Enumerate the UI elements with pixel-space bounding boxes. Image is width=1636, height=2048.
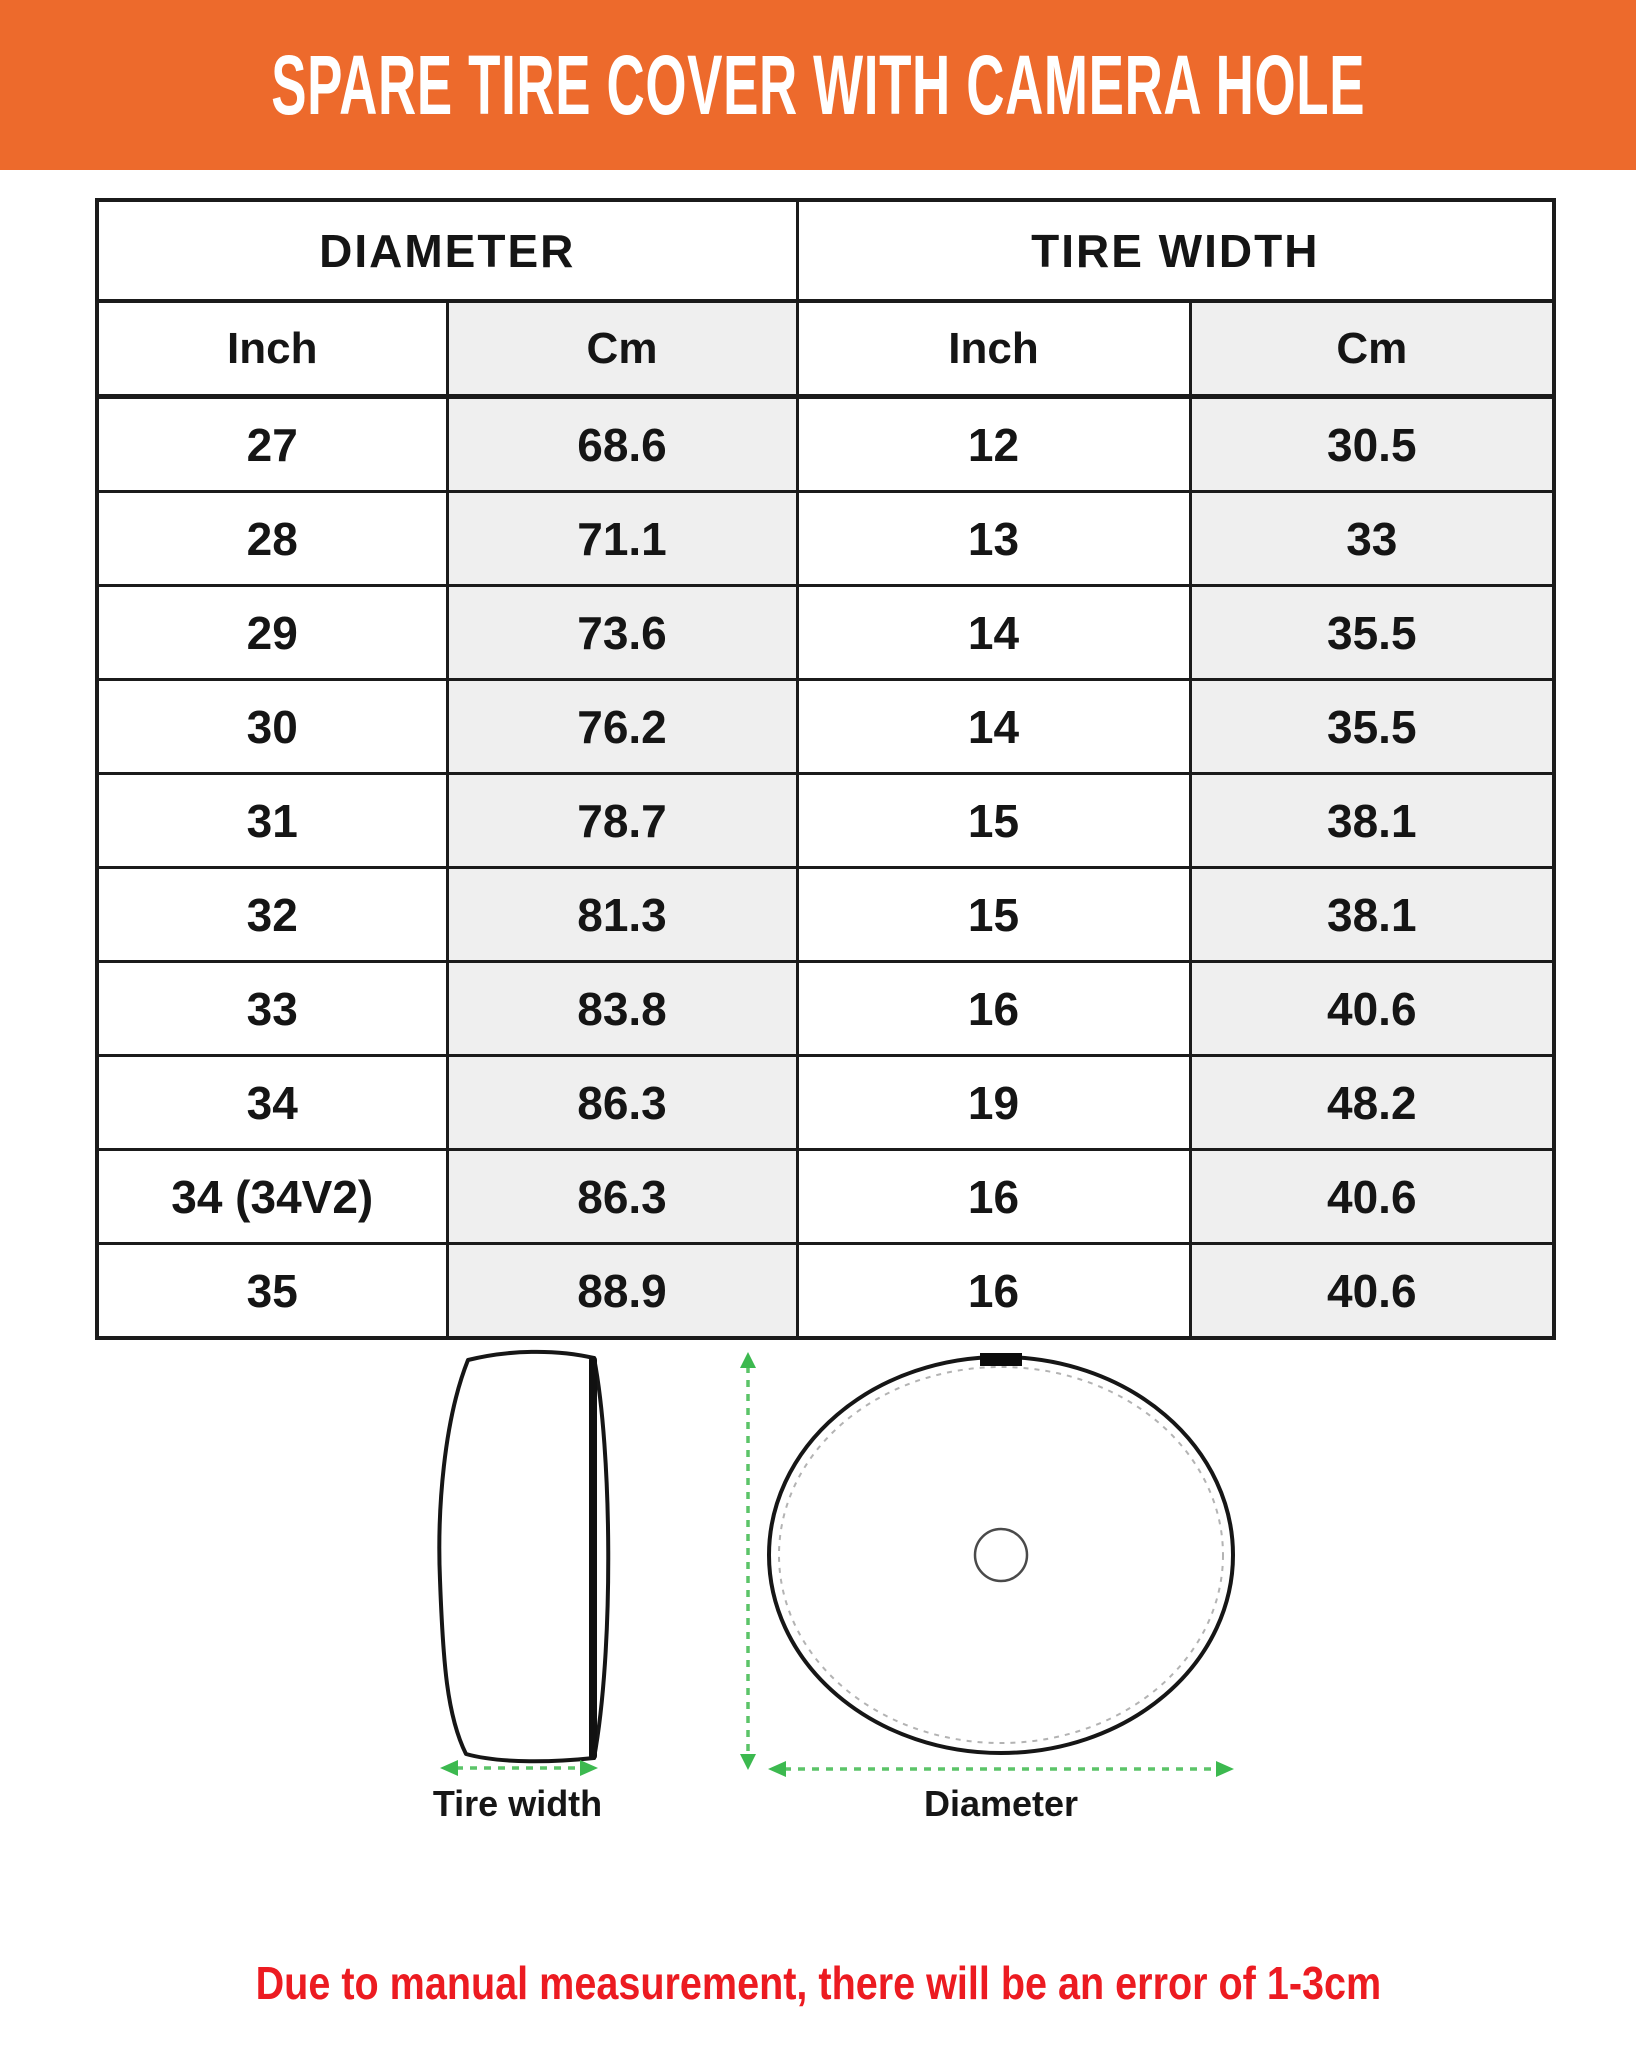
table-cell: 35.5	[1190, 680, 1554, 774]
measurement-note-text: Due to manual measurement, there will be an error of 1-3cm	[255, 1957, 1381, 2009]
table-cell: 29	[97, 586, 447, 680]
table-row	[97, 774, 1554, 868]
table-cell: 31	[97, 774, 447, 868]
table-cell: 71.1	[447, 492, 797, 586]
measurement-note	[0, 1956, 1636, 2010]
table-cell: 14	[797, 680, 1190, 774]
table-cell: 13	[797, 492, 1190, 586]
table-unit-header-row	[97, 301, 1554, 397]
table-cell: 14	[797, 586, 1190, 680]
table-cell: 40.6	[1190, 1150, 1554, 1244]
table-row	[97, 397, 1554, 492]
table-cell: 32	[97, 868, 447, 962]
table-cell: 86.3	[447, 1056, 797, 1150]
header-banner	[0, 0, 1636, 170]
table-cell: 40.6	[1190, 962, 1554, 1056]
table-cell: 40.6	[1190, 1244, 1554, 1339]
table-cell: 68.6	[447, 397, 797, 492]
table-row	[97, 1244, 1554, 1339]
table-row	[97, 492, 1554, 586]
tire-width-label: Tire width	[432, 1783, 603, 1824]
diameter-arrow	[768, 1761, 1234, 1777]
table-cell: 16	[797, 1150, 1190, 1244]
table-row	[97, 586, 1554, 680]
tire-front-view	[769, 1353, 1233, 1753]
table-cell: 27	[97, 397, 447, 492]
diameter-group-header: DIAMETER	[97, 200, 797, 301]
table-cell: 33	[97, 962, 447, 1056]
table-cell: 15	[797, 774, 1190, 868]
diameter-label: Diameter	[923, 1783, 1079, 1824]
table-cell: 33	[1190, 492, 1554, 586]
table-cell: 38.1	[1190, 868, 1554, 962]
table-cell: 16	[797, 1244, 1190, 1339]
table-cell: 35	[97, 1244, 447, 1339]
table-cell: 73.6	[447, 586, 797, 680]
tire-width-group-header: TIRE WIDTH	[797, 200, 1554, 301]
column-header-inch: Inch	[797, 301, 1190, 397]
table-cell: 78.7	[447, 774, 797, 868]
column-header-cm: Cm	[447, 301, 797, 397]
size-chart-table	[95, 198, 1556, 1340]
table-cell: 34 (34V2)	[97, 1150, 447, 1244]
table-group-header-row	[97, 200, 1554, 301]
table-row	[97, 1056, 1554, 1150]
table-row	[97, 680, 1554, 774]
table-cell: 12	[797, 397, 1190, 492]
table-cell: 19	[797, 1056, 1190, 1150]
top-notch-marker	[980, 1353, 1022, 1366]
measurement-diagram	[380, 1340, 1330, 1820]
table-cell: 48.2	[1190, 1056, 1554, 1150]
table-cell: 38.1	[1190, 774, 1554, 868]
table-cell: 76.2	[447, 680, 797, 774]
table-cell: 34	[97, 1056, 447, 1150]
table-cell: 30.5	[1190, 397, 1554, 492]
table-cell: 30	[97, 680, 447, 774]
table-cell: 35.5	[1190, 586, 1554, 680]
table-cell: 83.8	[447, 962, 797, 1056]
tire-side-view	[439, 1352, 608, 1761]
table-row	[97, 868, 1554, 962]
vertical-measure-arrow	[740, 1352, 756, 1770]
table-cell: 86.3	[447, 1150, 797, 1244]
page-title: SPARE TIRE COVER WITH CAMERA HOLE	[271, 37, 1365, 132]
table-cell: 15	[797, 868, 1190, 962]
table-cell: 16	[797, 962, 1190, 1056]
table-row	[97, 962, 1554, 1056]
column-header-cm: Cm	[1190, 301, 1554, 397]
table-row	[97, 1150, 1554, 1244]
camera-hole-icon	[975, 1529, 1027, 1581]
table-cell: 88.9	[447, 1244, 797, 1339]
table-cell: 28	[97, 492, 447, 586]
column-header-inch: Inch	[97, 301, 447, 397]
table-cell: 81.3	[447, 868, 797, 962]
